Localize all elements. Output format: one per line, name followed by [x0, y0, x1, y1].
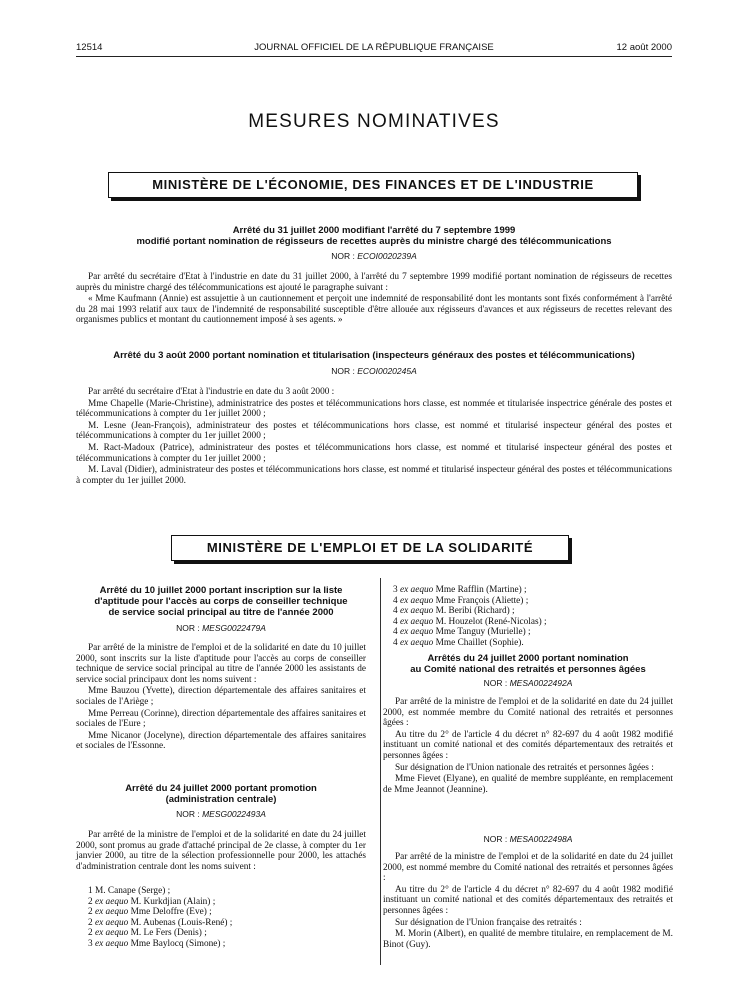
arrete-title: [76, 783, 366, 805]
nor-reference: [76, 623, 366, 633]
arrete-body: [76, 830, 366, 873]
list-item: [393, 585, 673, 596]
nor-label: NOR :: [331, 251, 355, 261]
arrete-title-line: Arrêté du 31 juillet 2000 modifiant l'arrêté du 7 septembre 1999: [232, 225, 516, 236]
paragraph: Mme Chapelle (Marie-Christine), administratrice des postes et télécommunications hors classe, est nommée et titularisée inspectrice générale des postes et télécommunications à compter du 1er juillet 2000 ;: [76, 398, 672, 420]
list-item-ex-aequo: ex aequo: [94, 938, 129, 949]
paragraph: Sur désignation de l'Union française des retraités :: [395, 917, 582, 928]
list-item-rank: 3: [393, 585, 398, 595]
list-item-rank: 2: [88, 928, 93, 939]
list-item-rank: 2: [88, 907, 93, 918]
nor-reference: [383, 678, 673, 688]
paragraph: Par arrêté de la ministre de l'emploi et de la solidarité en date du 10 juillet 2000, sont inscrits sur la liste d'aptitude pour l'accès au corps de conseiller technique de service social principal au titre de l'année 2000 les assistants de service social principaux dont les noms suivent :: [76, 643, 366, 685]
list-item-ex-aequo: ex aequo: [399, 595, 434, 606]
paragraph: Par arrêté de la ministre de l'emploi et de la solidarité en date du 24 juillet 2000, sont promus au grade d'attaché principal de 2e classe, à compter du 1er janvier 2000, au titre de la sélection professionnelle pour 2000, les attachés d'administration centrale dont les noms suivent :: [76, 830, 366, 872]
list-item-rank: 4: [393, 595, 398, 606]
arrete-title-line: (administration centrale): [165, 794, 277, 805]
running-header: [76, 42, 672, 56]
list-item-name: Mme Rafflin (Martine) ;: [435, 585, 527, 595]
nor-label: NOR :: [176, 623, 200, 633]
list-item: [88, 886, 368, 897]
promotion-list: [88, 886, 368, 950]
list-item-name: M. Le Fers (Denis) ;: [130, 928, 207, 939]
arrete-title: [383, 653, 673, 675]
list-item-name: Mme Tanguy (Murielle) ;: [435, 627, 531, 638]
paragraph: M. Lesne (Jean-François), administrateur des postes et télécommunications hors classe, est nommé et titularisé inspecteur général des postes et télécommunications à compter du 1er juillet 2000 ;: [76, 420, 672, 442]
section-title: MESURES NOMINATIVES: [248, 111, 500, 132]
arrete-title: [76, 585, 366, 618]
nor-code: MESG0022493A: [202, 809, 266, 819]
list-item: [393, 638, 673, 649]
list-item-ex-aequo: ex aequo: [94, 896, 129, 907]
ministry-heading-economie: MINISTÈRE DE L'ÉCONOMIE, DES FINANCES ET DE L'INDUSTRIE: [108, 172, 638, 198]
paragraph: Au titre du 2° de l'article 4 du décret n° 82-697 du 4 août 1982 modifié instituant un comité national et des comités départementaux des retraités et personnes âgées :: [383, 729, 673, 761]
list-item-ex-aequo: ex aequo: [94, 907, 129, 918]
list-item-ex-aequo: ex aequo: [399, 627, 434, 638]
column-divider: [380, 578, 381, 965]
list-item-ex-aequo: ex aequo: [399, 616, 434, 627]
nor-label: NOR :: [483, 678, 508, 688]
list-item-name: M. Kurkdjian (Alain) ;: [130, 896, 216, 907]
journal-title: JOURNAL OFFICIEL DE LA RÉPUBLIQUE FRANÇAISE: [254, 42, 494, 53]
header-rule: [76, 56, 672, 57]
arrete-body: [383, 697, 673, 796]
list-item-rank: 4: [393, 616, 398, 627]
paragraph: Mme Perreau (Corinne), direction départementale des affaires sanitaires et sociales de l'Eure ;: [76, 708, 366, 730]
nor-code: ECOI0020239A: [357, 251, 417, 261]
list-item-name: Mme Deloffre (Eve) ;: [130, 907, 212, 918]
list-item-rank: 1: [88, 886, 93, 896]
list-item-ex-aequo: ex aequo: [399, 585, 434, 595]
nor-label: NOR :: [331, 366, 355, 376]
paragraph: Par arrêté de la ministre de l'emploi et de la solidarité en date du 24 juillet 2000, est nommé membre du Comité national des retraités et personnes âgées :: [383, 852, 673, 884]
list-item-rank: 4: [393, 606, 398, 617]
list-item: [393, 617, 673, 628]
arrete-body: [76, 272, 672, 327]
list-item-ex-aequo: ex aequo: [94, 928, 129, 939]
nor-reference: [383, 834, 673, 844]
promotion-list-continued: [393, 585, 673, 649]
arrete-body: [76, 387, 672, 487]
paragraph: M. Laval (Didier), administrateur des postes et télécommunications hors classe, est nommé et titularisé inspecteur général des postes et télécommunications à compter du 1er juillet 2000.: [76, 465, 672, 486]
arrete-title-line: modifié portant nomination de régisseurs de recettes auprès du ministre chargé des télécommunications: [136, 236, 612, 247]
arrete-title-line: au Comité national des retraités et personnes âgées: [410, 664, 646, 675]
paragraph: Au titre du 2° de l'article 4 du décret n° 82-697 du 4 août 1982 modifié instituant un comité national et des comités départementaux des retraités et personnes âgées :: [383, 884, 673, 916]
list-item: [393, 606, 673, 617]
list-item: [88, 897, 368, 908]
nor-code: MESA0022498A: [509, 834, 573, 844]
list-item: [88, 918, 368, 929]
arrete-title-line: Arrêté du 10 juillet 2000 portant inscription sur la liste: [99, 585, 343, 596]
list-item-rank: 4: [393, 627, 398, 638]
list-item-name: M. Aubenas (Louis-René) ;: [130, 917, 233, 928]
paragraph: Par arrêté du secrétaire d'Etat à l'industrie en date du 3 août 2000 :: [88, 387, 335, 397]
list-item: [88, 928, 368, 939]
list-item-name: M. Houzelot (René-Nicolas) ;: [435, 616, 547, 627]
nor-code: MESA0022492A: [509, 678, 573, 688]
list-item-name: Mme Chaillet (Sophie).: [435, 637, 524, 648]
page-number: 12514: [76, 42, 103, 53]
list-item-rank: 2: [88, 917, 93, 928]
arrete-title: [76, 225, 672, 247]
arrete-title: [76, 350, 672, 361]
arrete-body: [76, 643, 366, 753]
arrete-title-line: Arrêté du 3 août 2000 portant nomination et titularisation (inspecteurs généraux des postes et télécommunications): [113, 350, 635, 361]
arrete-title-line: de service social principal au titre de l'année 2000: [108, 607, 334, 618]
paragraph: M. Morin (Albert), en qualité de membre titulaire, en remplacement de M. Binot (Guy).: [383, 929, 673, 950]
paragraph: Mme Nicanor (Jocelyne), direction départementale des affaires sanitaires et sociales de l'Essonne.: [76, 730, 366, 752]
list-item-ex-aequo: ex aequo: [94, 917, 129, 928]
list-item-ex-aequo: ex aequo: [399, 606, 434, 617]
list-item: [393, 596, 673, 607]
nor-label: NOR :: [176, 809, 200, 819]
paragraph: M. Ract-Madoux (Patrice), administrateur des postes et télécommunications hors classe, est nommé et titularisé inspecteur général des postes et télécommunications à compter du 1er juillet 2000 ;: [76, 442, 672, 464]
list-item: [88, 907, 368, 918]
list-item-name: Mme Baylocq (Simone) ;: [130, 938, 226, 949]
nor-code: ECOI0020245A: [357, 366, 417, 376]
arrete-title-line: d'aptitude pour l'accès au corps de conseiller technique: [94, 596, 348, 607]
paragraph: Mme Fievet (Elyane), en qualité de membre suppléante, en remplacement de Mme Jeannot (Jeannine).: [383, 774, 673, 795]
ministry-heading-emploi: MINISTÈRE DE L'EMPLOI ET DE LA SOLIDARITÉ: [171, 535, 569, 561]
arrete-title-line: Arrêté du 24 juillet 2000 portant promotion: [125, 783, 317, 794]
nor-reference: [76, 366, 672, 376]
list-item: [88, 939, 368, 950]
paragraph: Mme Bauzou (Yvette), direction départementale des affaires sanitaires et sociales de l'Ariège ;: [76, 686, 366, 707]
list-item-ex-aequo: ex aequo: [399, 637, 434, 648]
list-item-name: M. Canape (Serge) ;: [94, 886, 171, 896]
issue-date: 12 août 2000: [616, 42, 672, 53]
paragraph: Sur désignation de l'Union nationale des retraités et personnes âgées :: [395, 762, 654, 773]
list-item-name: M. Beribi (Richard) ;: [435, 606, 515, 617]
list-item-rank: 4: [393, 637, 398, 648]
arrete-body: [383, 852, 673, 951]
list-item-rank: 3: [88, 938, 93, 949]
paragraph: « Mme Kaufmann (Annie) est assujettie à un cautionnement et perçoit une indemnité de responsabilité dont les montants sont fixés conformément à l'arrêté du 28 mai 1993 relatif aux taux de l'indemnité de responsabilité susceptible d'être allouée aux régisseurs d'avances et aux régisseurs de recettes relevant des organismes publics et montant du cautionnement imposé à ses agents. »: [76, 294, 672, 326]
nor-code: MESG0022479A: [202, 623, 266, 633]
nor-reference: [76, 809, 366, 819]
paragraph: Par arrêté de la ministre de l'emploi et de la solidarité en date du 24 juillet 2000, est nommée membre du Comité national des retraités et personnes âgées :: [383, 697, 673, 729]
nor-label: NOR :: [483, 834, 508, 844]
nor-reference: [76, 251, 672, 261]
list-item-name: Mme François (Aliette) ;: [435, 595, 529, 606]
list-item: [393, 627, 673, 638]
list-item-rank: 2: [88, 896, 93, 907]
paragraph: Par arrêté du secrétaire d'Etat à l'industrie en date du 31 juillet 2000, à l'arrêté du 7 septembre 1999 modifié portant nomination de régisseurs de recettes auprès du ministre chargé des télécommunications est ajouté le paragraphe suivant :: [76, 272, 672, 293]
arrete-title-line: Arrêtés du 24 juillet 2000 portant nomination: [427, 653, 629, 664]
